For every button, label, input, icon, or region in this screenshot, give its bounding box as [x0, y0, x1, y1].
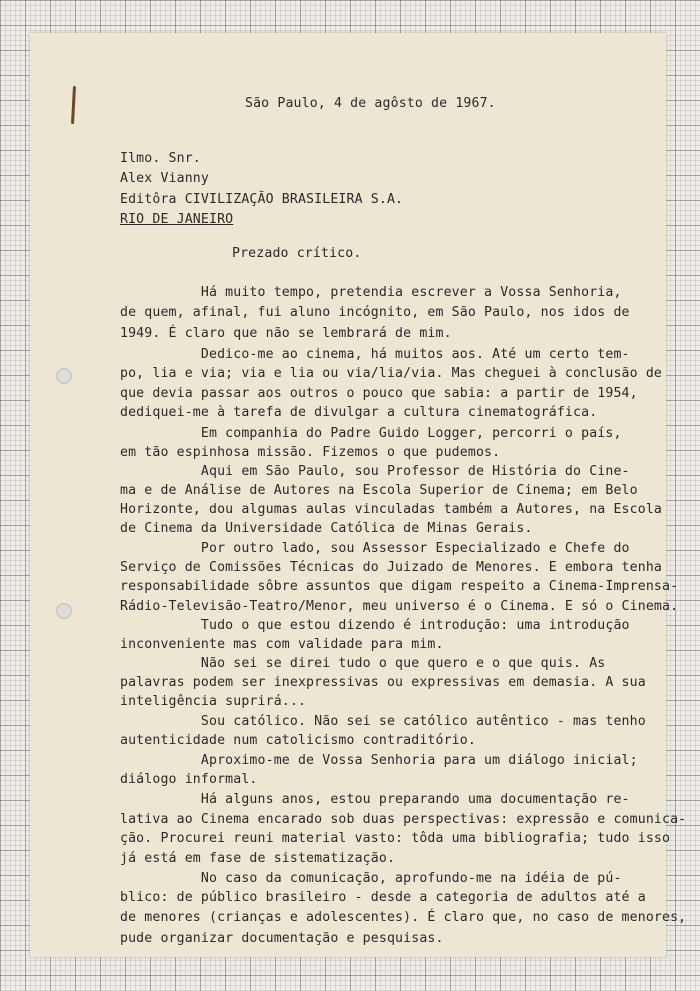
- body-line: blico: de público brasileiro - desde a categoria de adultos até a: [120, 890, 646, 905]
- body-line: Há muito tempo, pretendia escrever a Vossa Senhoria,: [120, 285, 622, 300]
- body-line: Aproximo-me de Vossa Senhoria para um diálogo inicial;: [120, 753, 638, 768]
- body-line: Por outro lado, sou Assessor Especializado e Chefe do: [120, 541, 630, 556]
- body-line: Tudo o que estou dizendo é introdução: uma introdução: [120, 618, 630, 633]
- body-line: Dedico-me ao cinema, há muitos aos. Até um certo tem-: [120, 347, 630, 362]
- body-line: já está em fase de sistematização.: [120, 851, 396, 866]
- body-line: que devia passar aos outros o pouco que sabia: a partir de 1954,: [120, 386, 638, 401]
- body-line: Sou católico. Não sei se católico autêntico - mas tenho: [120, 714, 646, 729]
- body-line: inconveniente mas com validade para mim.: [120, 637, 444, 652]
- body-line: ção. Procurei reuni material vasto: tôda uma bibliografia; tudo isso: [120, 831, 671, 846]
- body-line: Não sei se direi tudo o que quero e o que quis. As: [120, 656, 606, 671]
- body-line: dediquei-me à tarefa de divulgar a cultura cinematográfica.: [120, 405, 598, 420]
- body-line: autenticidade num catolicismo contraditório.: [120, 733, 476, 748]
- body-line: Rádio-Televisão-Teatro/Menor, meu universo é o Cinema. E só o Cinema.: [120, 599, 679, 614]
- body-line: inteligência suprirá...: [120, 694, 307, 709]
- address-city: RIO DE JANEIRO: [120, 212, 234, 227]
- body-line: Em companhia do Padre Guido Logger, percorri o país,: [120, 426, 622, 441]
- body-line: 1949. É claro que não se lembrará de mim.: [120, 326, 452, 341]
- body-line: palavras podem ser inexpressivas ou expressivas em demasia. A sua: [120, 675, 646, 690]
- body-line: po, lia e via; via e lia ou via/lia/via. Mas cheguei à conclusão de: [120, 366, 662, 381]
- body-line: Serviço de Comissões Técnicas do Juizado de Menores. E embora tenha: [120, 560, 662, 575]
- address-line: Alex Vianny: [120, 171, 209, 186]
- body-line: diálogo informal.: [120, 772, 258, 787]
- body-line: pude organizar documentação e pesquisas.: [120, 931, 444, 946]
- body-line: em tão espinhosa missão. Fizemos o que pudemos.: [120, 445, 501, 460]
- body-line: responsabilidade sôbre assuntos que digam respeito a Cinema-Imprensa-: [120, 579, 679, 594]
- body-line: ma e de Análise de Autores na Escola Superior de Cinema; em Belo: [120, 483, 638, 498]
- address-line: Editôra CIVILIZAÇÃO BRASILEIRA S.A.: [120, 192, 404, 207]
- body-line: lativa ao Cinema encarado sob duas perspectivas: expressão e comunica-: [120, 812, 687, 827]
- salutation: Prezado crítico.: [232, 246, 362, 261]
- body-line: de menores (crianças e adolescentes). É claro que, no caso de menores,: [120, 910, 687, 925]
- body-line: de Cinema da Universidade Católica de Minas Gerais.: [120, 521, 533, 536]
- punch-hole: [56, 603, 72, 619]
- body-line: Horizonte, dou algumas aulas vinculadas também a Autores, na Escola: [120, 502, 662, 517]
- body-line: de quem, afinal, fui aluno incógnito, em São Paulo, nos idos de: [120, 305, 630, 320]
- punch-hole: [56, 368, 72, 384]
- body-line: No caso da comunicação, aprofundo-me na idéia de pú-: [120, 871, 622, 886]
- letter-date: São Paulo, 4 de agôsto de 1967.: [245, 96, 496, 111]
- body-line: Aqui em São Paulo, sou Professor de História do Cine-: [120, 464, 630, 479]
- body-line: Há alguns anos, estou preparando uma documentação re-: [120, 792, 630, 807]
- address-line: Ilmo. Snr.: [120, 151, 201, 166]
